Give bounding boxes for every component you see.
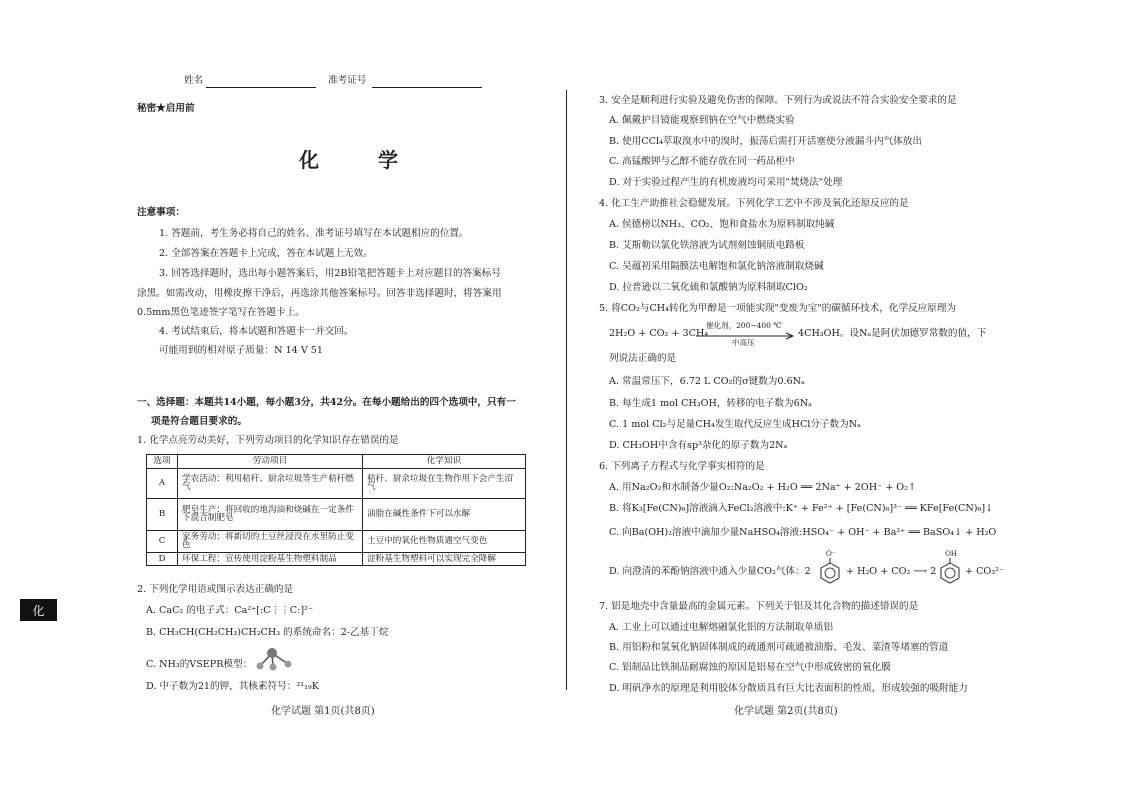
- phenoxide-ring-icon: [818, 558, 842, 584]
- q5-option-d: D. CH₃OH中含有sp³杂化的原子数为2Nₐ: [609, 440, 788, 451]
- table-cell: 肥皂生产：将回收的地沟油和烧碱在一定条件下混合制肥皂: [178, 498, 363, 530]
- table-cell: 土豆中的氧化性物质遇空气变色: [363, 530, 526, 552]
- table-header: 选项: [147, 455, 178, 469]
- notes-item: 涂黑。如需改动，用橡皮擦干净后，再选涂其他答案标号。回答非选择题时，将答案用: [137, 288, 502, 299]
- table-cell: 淀粉基生物塑料可以实现完全降解: [363, 552, 526, 566]
- page-title: 化 学: [299, 148, 424, 172]
- phenol-label: OH: [945, 550, 957, 558]
- q3-option-c: C. 高锰酸钾与乙醇不能存放在同一药品柜中: [609, 156, 795, 167]
- table-cell: A: [147, 468, 178, 498]
- q6-stem: 6. 下列离子方程式与化学事实相符的是: [599, 461, 765, 472]
- table-cell: 家务劳动：将新切的土豆丝浸没在水里防止变色: [178, 530, 363, 552]
- subject-side-tag: 化: [20, 599, 57, 621]
- q6-option-d-mid: + H₂O + CO₂ ⟶ 2: [846, 566, 937, 577]
- q7-stem: 7. 铝是地壳中含量最高的金属元素。下列关于铝及其化合物的描述错误的是: [599, 601, 919, 612]
- table-cell: B: [147, 498, 178, 530]
- q2-option-c: C. NH₃的VSEPR模型：: [146, 659, 253, 670]
- q5-eq-cond-top: 催化剂，200~400 ℃: [706, 321, 782, 330]
- notes-item: 4. 考试结束后，将本试题和答题卡一并交回。: [159, 326, 354, 337]
- q3-option-d: D. 对于实验过程产生的有机废液均可采用"焚烧法"处理: [609, 177, 843, 188]
- notes-item: 2. 全部答案在答题卡上完成，答在本试题上无效。: [159, 248, 373, 259]
- notes-item: 0.5mm黑色笔迹签字笔写在答题卡上。: [137, 307, 305, 318]
- id-label: 准考证号: [328, 75, 367, 86]
- table-header: 劳动项目: [178, 455, 363, 469]
- q6-option-b: B. 将K₃[Fe(CN)₆]溶液滴入FeCl₂溶液中:K⁺ + Fe²⁺ + [Fe(CN)₆]³⁻ ══ KFe[Fe(CN)₆]↓: [609, 503, 994, 514]
- q3-option-a: A. 佩戴护目镜能观察到钠在空气中燃烧实验: [609, 115, 795, 126]
- table-cell: C: [147, 530, 178, 552]
- q5-eq-left: 2H₂O + CO₂ + 3CH₄: [609, 328, 709, 339]
- table-cell: 学农活动：利用秸秆、厨余垃圾等生产秸秆燃气: [178, 468, 363, 498]
- footer-left: 化学试题 第1页(共8页): [271, 706, 375, 717]
- q7-option-a: A. 工业上可以通过电解熔融氯化铝的方法制取单质铝: [609, 622, 834, 633]
- table-cell: 环保工程：宣传使用淀粉基生物塑料制品: [178, 552, 363, 566]
- notes-item: 1. 答题前，考生务必将自己的姓名、准考证号填写在本试题相应的位置。: [159, 228, 469, 239]
- q2-option-b: B. CH₃CH(CH₂CH₃)CH₂CH₃ 的系统命名：2-乙基丁烷: [146, 627, 389, 638]
- q5-option-b: B. 每生成1 mol CH₃OH，转移的电子数为6Nₐ: [609, 398, 812, 409]
- q7-option-b: B. 用铝粉和氢氧化钠固体制成的疏通剂可疏通被油脂、毛发、菜渣等堵塞的管道: [609, 642, 949, 653]
- notes-item: 3. 回答选择题时，选出每小题答案后，用2B铅笔把答题卡上对应题目的答案标号: [159, 268, 501, 279]
- notes-heading: 注意事项：: [137, 207, 185, 218]
- q6-option-d: D. 向澄清的苯酚钠溶液中通入少量CO₂气体：2: [609, 566, 811, 577]
- q4-option-d: D. 拉普逊以二氧化硫和氯酸钠为原料制取ClO₂: [609, 282, 808, 293]
- section1-heading-cont: 项是符合题目要求的。: [151, 416, 247, 427]
- q4-option-a: A. 侯德榜以NH₃、CO₂、饱和食盐水为原料制取纯碱: [609, 219, 835, 230]
- q4-option-b: B. 艾斯勒以氯化铁溶液为试剂刻蚀铜质电路板: [609, 240, 805, 251]
- table-cell: 秸秆、厨余垃圾在生物作用下会产生沼气: [363, 468, 526, 498]
- q5-stem: 5. 将CO₂与CH₄转化为甲醇是一项能实现"变废为宝"的碳循环技术，化学反应原理为: [599, 303, 957, 314]
- q1-stem: 1. 化学点亮劳动美好，下列劳动项目的化学知识存在错误的是: [137, 435, 399, 446]
- notes-item: 可能用到的相对原子质量：N 14 V 51: [159, 345, 324, 356]
- q2-stem: 2. 下列化学用语或图示表达正确的是: [137, 584, 294, 595]
- name-label: 姓名: [184, 75, 204, 86]
- q5-option-a: A. 常温常压下，6.72 L CO₂的σ键数为0.6Nₐ: [609, 376, 805, 387]
- q7-option-d: D. 明矾净水的原理是利用胶体分散质具有巨大比表面积的性质，形成较强的吸附能力: [609, 683, 968, 694]
- footer-right: 化学试题 第2页(共8页): [734, 706, 838, 717]
- secret-label: 秘密★启用前: [137, 103, 195, 114]
- q6-option-d-right: + CO₃²⁻: [965, 566, 1005, 577]
- q4-option-c: C. 吴蕴初采用隔膜法电解饱和氯化钠溶液制取烧碱: [609, 261, 824, 272]
- phenoxide-label: O⁻: [826, 550, 836, 558]
- phenol-ring-icon: [938, 558, 962, 584]
- q5-eq-cond-bottom: 中高压: [732, 338, 755, 347]
- table-cell: D: [147, 552, 178, 566]
- table-cell: 油脂在碱性条件下可以水解: [363, 498, 526, 530]
- q4-stem: 4. 化工生产助推社会稳健发展。下列化学工艺中不涉及氧化还原反应的是: [599, 198, 909, 209]
- q2-option-a: A. CaC₂ 的电子式：Ca²⁺[:C⋮⋮C:]²⁻: [146, 605, 313, 616]
- q5-stem-cont: 列说法正确的是: [609, 353, 677, 364]
- section1-heading: 一、选择题：本题共14小题，每小题3分，共42分。在每小题给出的四个选项中，只有一: [137, 397, 516, 408]
- table-header: 化学知识: [363, 455, 526, 469]
- q6-option-c: C. 向Ba(OH)₂溶液中滴加少量NaHSO₄溶液:HSO₄⁻ + OH⁻ + Ba²⁺ ══ BaSO₄↓ + H₂O: [609, 527, 997, 538]
- q5-option-c: C. 1 mol Cl₂与足量CH₄发生取代反应生成HCl分子数为Nₐ: [609, 419, 861, 430]
- q2-option-d: D. 中子数为21的钾，其核素符号：²¹₁₉K: [146, 681, 319, 692]
- q3-stem: 3. 安全是顺利进行实验及避免伤害的保障。下列行为或说法不符合实验安全要求的是: [599, 95, 957, 106]
- q6-option-a: A. 用Na₂O₂和水制备少量O₂:Na₂O₂ + H₂O ══ 2Na⁺ + 2OH⁻ + O₂↑: [609, 482, 917, 493]
- q5-eq-right: 4CH₃OH。设Nₐ是阿伏加德罗常数的值，下: [798, 328, 987, 339]
- q3-option-b: B. 使用CCl₄萃取溴水中的溴时，振荡后需打开活塞使分液漏斗内气体放出: [609, 136, 922, 147]
- q7-option-c: C. 铝制品比铁制品耐腐蚀的原因是铝易在空气中形成致密的氧化膜: [609, 662, 891, 673]
